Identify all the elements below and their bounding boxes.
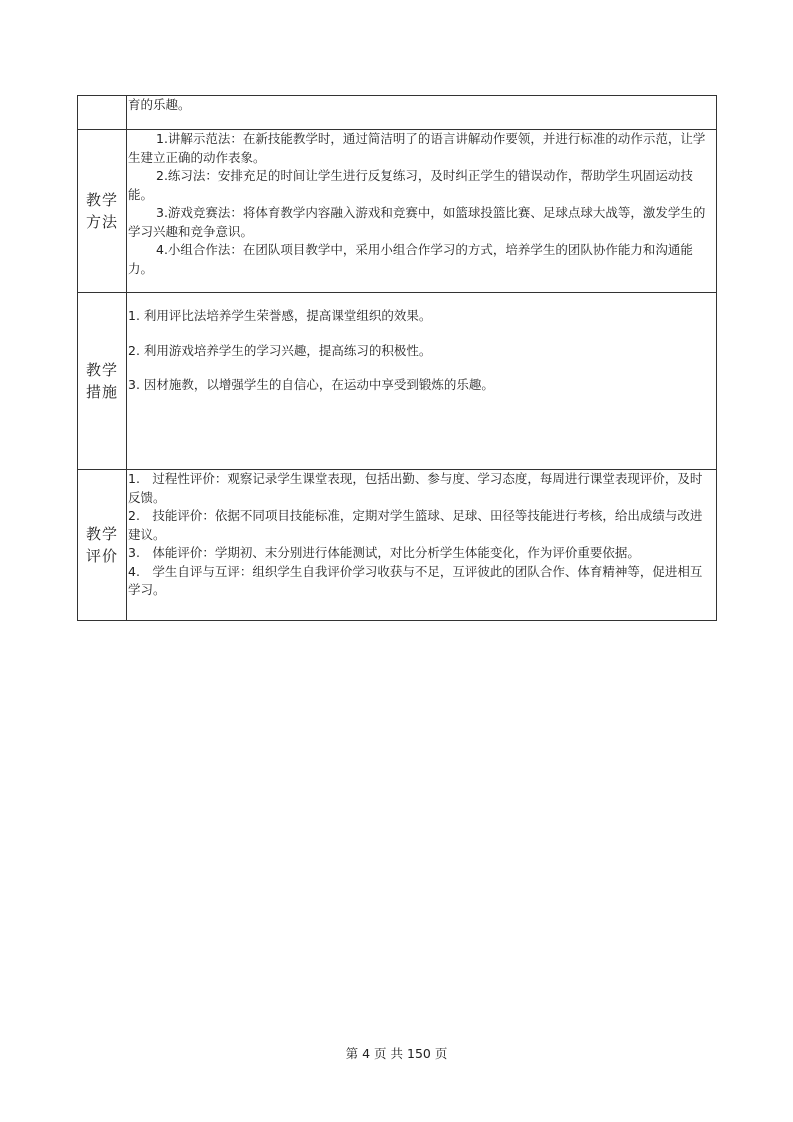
method-content	[127, 130, 717, 293]
measure-label	[78, 293, 127, 470]
measure-item: 2. 利用游戏培养学生的学习兴趣，提高练习的积极性。	[128, 342, 432, 358]
table-row	[78, 130, 717, 293]
method-label-line1: 教学	[85, 191, 118, 209]
method-label	[78, 130, 127, 293]
lesson-plan-table	[77, 95, 717, 621]
method-item: 3.游戏竞赛法：将体育教学内容融入游戏和竞赛中，如篮球投篮比赛、足球点球大战等，激发学生的学习兴趣和竞争意识。	[128, 205, 706, 239]
method-item: 2.练习法：安排充足的时间让学生进行反复练习，及时纠正学生的错误动作，帮助学生巩固运动技能。	[128, 168, 693, 202]
intro-cell	[127, 96, 717, 130]
page-number-footer: 第 4 页 共 150 页	[345, 1046, 448, 1061]
evaluation-label	[78, 470, 127, 621]
table-row	[78, 96, 717, 130]
measure-item: 1. 利用评比法培养学生荣誉感，提高课堂组织的效果。	[128, 308, 432, 323]
evaluation-item: 3. 体能评价：学期初、末分别进行体能测试，对比分析学生体能变化，作为评价重要依据。	[128, 545, 640, 560]
method-item: 4.小组合作法：在团队项目教学中，采用小组合作学习的方式，培养学生的团队协作能力和沟通能力。	[128, 242, 693, 276]
measure-content	[127, 293, 717, 470]
measure-label-line1: 教学	[85, 361, 118, 379]
intro-text: 育的乐趣。	[128, 97, 191, 112]
measure-item: 3. 因材施教，以增强学生的自信心，在运动中享受到锻炼的乐趣。	[128, 377, 494, 392]
measure-label-line2: 措施	[85, 383, 118, 401]
evaluation-item: 4. 学生自评与互评：组织学生自我评价学习收获与不足，互评彼此的团队合作、体育精神等，促进相互学习。	[128, 563, 703, 597]
evaluation-item: 1. 过程性评价：观察记录学生课堂表现，包括出勤、参与度、学习态度，每周进行课堂表现评价，及时反馈。	[128, 471, 703, 505]
method-label-line2: 方法	[85, 213, 118, 231]
evaluation-content	[127, 470, 717, 621]
empty-label-cell	[78, 96, 127, 130]
method-item: 1.讲解示范法：在新技能教学时，通过简洁明了的语言讲解动作要领，并进行标准的动作示范，让学生建立正确的动作表象。	[128, 131, 706, 165]
table-row	[78, 470, 717, 621]
table-row	[78, 293, 717, 470]
evaluation-label-line2: 评价	[85, 547, 118, 565]
evaluation-label-line1: 教学	[85, 525, 118, 543]
evaluation-item: 2. 技能评价：依据不同项目技能标准，定期对学生篮球、足球、田径等技能进行考核，给出成绩与改进建议。	[128, 508, 703, 542]
